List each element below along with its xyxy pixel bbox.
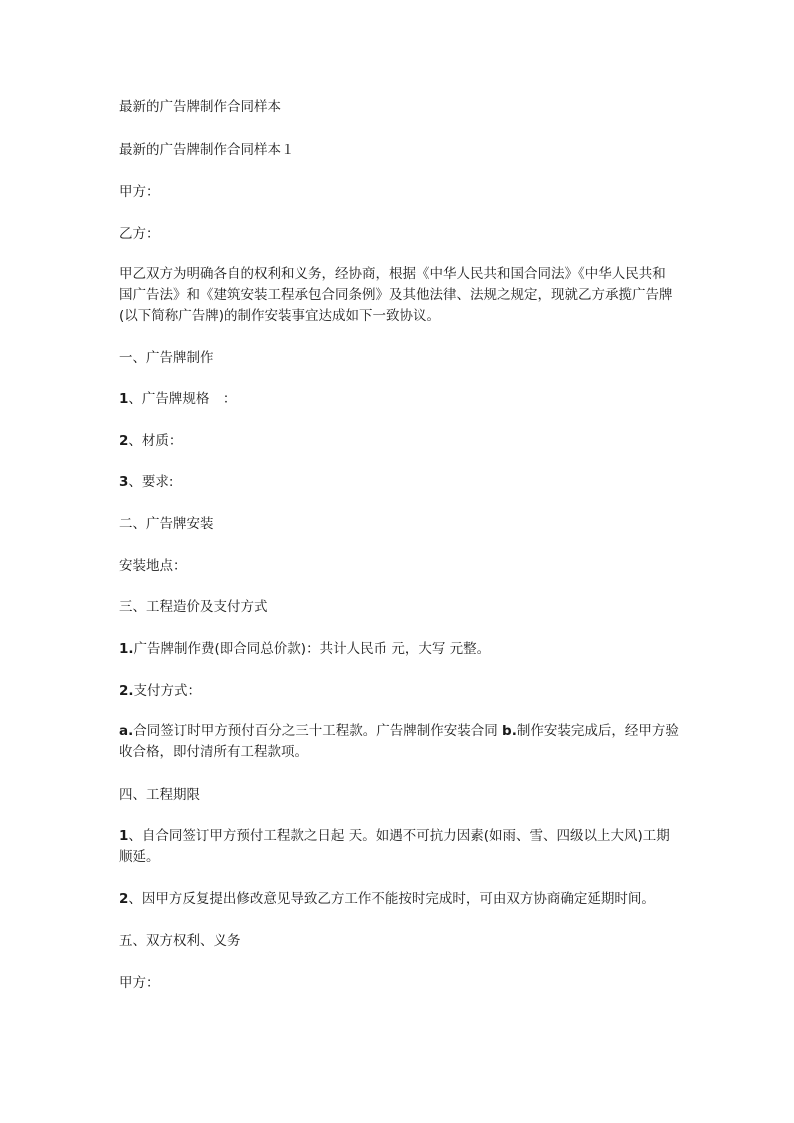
clause-4-2 — [119, 889, 679, 910]
clause-number: b. — [502, 723, 517, 739]
section-heading-production: 一、广告牌制作 — [119, 350, 214, 366]
clause-text: 、要求: — [128, 474, 174, 490]
clause-text: 、材质： — [128, 433, 183, 449]
section-heading-cost: 三、工程造价及支付方式 — [119, 599, 268, 615]
document-title: 最新的广告牌制作合同样本 — [119, 99, 281, 115]
clause-number: a. — [119, 723, 134, 739]
clause-text: 制作安装完成后，经甲方验收合格，即付清所有工程款项。 — [119, 723, 679, 760]
clause-number: 1 — [119, 828, 129, 844]
clause-3-payment-terms — [119, 721, 679, 763]
section-heading-installation: 二、广告牌安装 — [119, 516, 214, 532]
clause-text: 、自合同签订甲方预付工程款之日起 天。如遇不可抗力因素(如雨、雪、四级以上大风)工期顺延。 — [119, 828, 670, 865]
clause-4-1 — [119, 826, 679, 868]
party-a-label: 甲方： — [119, 184, 160, 200]
clause-1-3 — [119, 472, 679, 493]
clause-1-1 — [119, 389, 679, 410]
party-b-label: 乙方： — [119, 226, 160, 242]
party-a-obligations-label: 甲方： — [119, 975, 160, 991]
installation-location: 安装地点： — [119, 558, 187, 574]
clause-3-1 — [119, 639, 679, 660]
clause-text: 合同签订时甲方预付百分之三十工程款。广告牌制作安装合同 — [133, 723, 503, 739]
clause-1-2 — [119, 431, 679, 452]
clause-number: 1 — [119, 391, 129, 407]
clause-3-2 — [119, 681, 679, 702]
section-heading-schedule: 四、工程期限 — [119, 787, 200, 803]
clause-number: 2. — [119, 683, 134, 699]
clause-number: 2 — [119, 433, 129, 449]
clause-number: 3 — [119, 474, 129, 490]
clause-text: 支付方式： — [133, 683, 202, 699]
clause-text: 广告牌制作费(即合同总价款)：共计人民币 元，大写 元整。 — [133, 641, 491, 657]
clause-text: 、因甲方反复提出修改意见导致乙方工作不能按时完成时，可由双方协商确定延期时间。 — [128, 891, 655, 907]
section-heading-rights: 五、双方权利、义务 — [119, 933, 241, 949]
clause-number: 2 — [119, 891, 129, 907]
preamble-paragraph: 甲乙双方为明确各自的权利和义务，经协商，根据《中华人民共和国合同法》《中华人民共和国广告法》和《建筑安装工程承包合同条例》及其他法律、法规之规定，现就乙方承揽广告牌(以下简称广告牌)的制作安装事宜达成如下一致协议。 — [119, 266, 673, 324]
clause-number: 1. — [119, 641, 134, 657]
document-subtitle: 最新的广告牌制作合同样本１ — [119, 142, 295, 158]
clause-text: 、广告牌规格 ： — [128, 391, 237, 407]
